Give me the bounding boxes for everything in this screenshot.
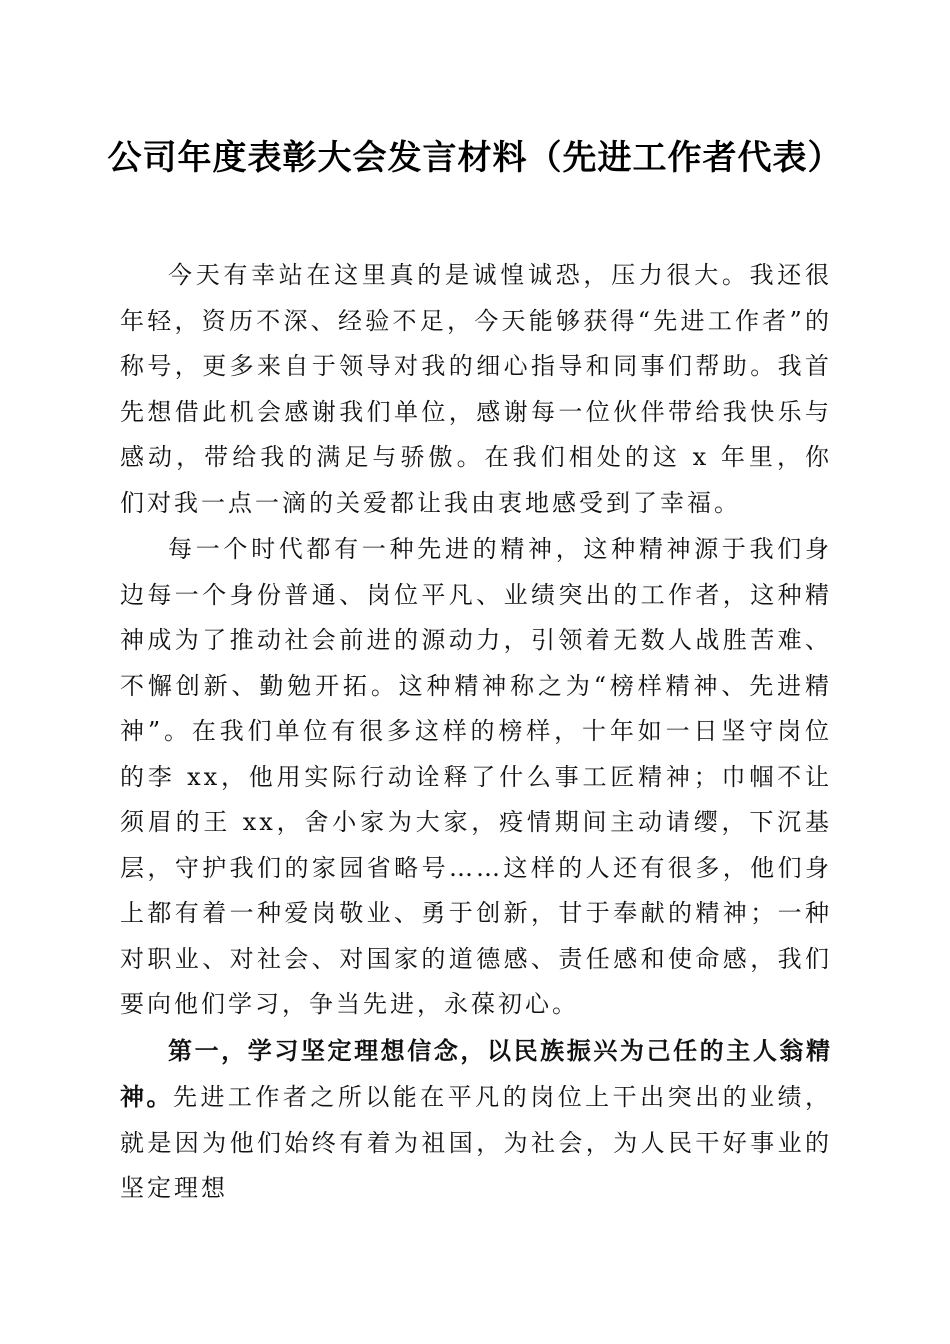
paragraph-3 xyxy=(120,1028,832,1212)
paragraph-1 xyxy=(120,252,832,526)
paragraph-text: 今天有幸站在这里真的是诚惶诚恐，压力很大。我还很年轻，资历不深、经验不足，今天能够获得“先进工作者”的称号，更多来自于领导对我的细心指导和同事们帮助。我首先想借此机会感谢我们单位，感谢每一位伙伴带给我快乐与感动，带给我的满足与骄傲。在我们相处的这 x 年里，你们对我一点一滴的关爱都让我由衷地感受到了幸福。 xyxy=(120,261,832,517)
document-title: 公司年度表彰大会发言材料（先进工作者代表） xyxy=(107,138,843,178)
paragraph-lead: 第一，学习坚定理想信念，以民族振兴为己任的主人翁精神。 xyxy=(120,1035,832,1111)
paragraph-text: 每一个时代都有一种先进的精神，这种精神源于我们身边每一个身份普通、岗位平凡、业绩突出的工作者，这种精神成为了推动社会前进的源动力，引领着无数人战胜苦难、不懈创新、勤勉开拓。这种精神称之为“榜样精神、先进精神”。在我们单位有很多这样的榜样，十年如一日坚守岗位的李 xx，他用实际行动诠释了什么事工匠精神；巾帼不让须眉的王 xx，舍小家为大家，疫情期间主动请缨，下沉基层，守护我们的家园省略号……这样的人还有很多，他们身上都有着一种爱岗敬业、勇于创新，甘于奉献的精神；一种对职业、对社会、对国家的道德感、责任感和使命感，我们要向他们学习，争当先进，永葆初心。 xyxy=(120,535,832,1018)
document-body xyxy=(120,252,832,1212)
paragraph-2 xyxy=(120,526,832,1028)
paragraph-text: 先进工作者之所以能在平凡的岗位上干出突出的业绩，就是因为他们始终有着为祖国，为社会，为人民干好事业的坚定理想 xyxy=(120,1083,833,1202)
